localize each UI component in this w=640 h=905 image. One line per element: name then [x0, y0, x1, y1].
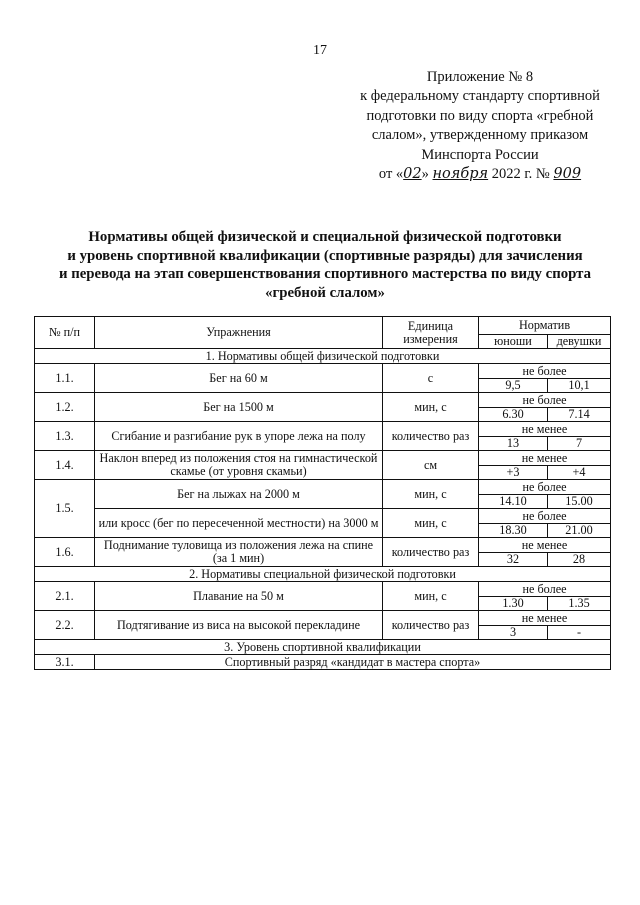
date-mid: » — [421, 166, 433, 183]
header-exercise: Упражнения — [95, 317, 383, 349]
table-row — [35, 538, 611, 553]
date-year: 2022 г. № — [488, 166, 554, 183]
appendix-line: слалом», утвержденному приказом — [371, 127, 589, 144]
table-row — [35, 582, 611, 597]
row-exercise: Бег на лыжах на 2000 м — [95, 480, 383, 509]
value-girls: 28 — [548, 553, 611, 567]
row-norm-level: не менее — [479, 611, 611, 626]
value-boys: 6.30 — [479, 408, 548, 422]
value-boys: 18.30 — [479, 524, 548, 538]
row-unit: количество раз — [383, 538, 479, 567]
row-exercise: Плавание на 50 м — [95, 582, 383, 611]
row-num: 1.4. — [35, 451, 95, 480]
row-unit: мин, с — [383, 509, 479, 538]
date-prefix: от « — [378, 166, 404, 183]
norms-table — [34, 316, 611, 670]
row-unit: мин, с — [383, 582, 479, 611]
section-title: 1. Нормативы общей физической подготовки — [35, 349, 611, 364]
row-norm-level: не менее — [479, 422, 611, 437]
row-num: 2.1. — [35, 582, 95, 611]
header-girls: девушки — [548, 335, 611, 349]
table-row — [35, 655, 611, 670]
appendix-line: к федеральному стандарту спортивной — [360, 88, 600, 105]
appendix-title: Приложение № 8 — [426, 69, 534, 85]
row-exercise: Поднимание туловища из положения лежа на спине (за 1 мин) — [95, 538, 383, 567]
row-norm-level: не менее — [479, 451, 611, 466]
row-unit: количество раз — [383, 611, 479, 640]
title-line: Нормативы общей физической и специальной физической подготовки — [88, 229, 562, 245]
order-month: ноября — [432, 166, 489, 183]
value-boys: +3 — [479, 466, 548, 480]
appendix-line: подготовки по виду спорта «гребной — [366, 107, 594, 124]
table-row — [35, 509, 611, 524]
value-girls: 1.35 — [548, 597, 611, 611]
row-norm-level: не менее — [479, 538, 611, 553]
row-unit: с — [383, 364, 479, 393]
value-girls: 10,1 — [548, 379, 611, 393]
value-girls: 7 — [548, 437, 611, 451]
row-norm-level: не более — [479, 582, 611, 597]
section-title: 2. Нормативы специальной физической подготовки — [35, 567, 611, 582]
row-exercise: Бег на 1500 м — [95, 393, 383, 422]
value-boys: 32 — [479, 553, 548, 567]
row-norm-level: не более — [479, 364, 611, 379]
row-unit: количество раз — [383, 422, 479, 451]
value-girls: 21.00 — [548, 524, 611, 538]
value-boys: 13 — [479, 437, 548, 451]
appendix-line: Минспорта России — [421, 146, 539, 163]
table-row — [35, 364, 611, 379]
header-unit-line2: измерения — [403, 331, 458, 346]
row-num: 1.1. — [35, 364, 95, 393]
title-line: и перевода на этап совершенствования спортивного мастерства по виду спорта — [58, 266, 592, 283]
row-num: 2.2. — [35, 611, 95, 640]
header-norm: Норматив — [479, 317, 611, 335]
title-line: и уровень спортивной квалификации (спортивные разряды) для зачисления — [67, 247, 583, 264]
row-exercise: Бег на 60 м — [95, 364, 383, 393]
row-num: 1.6. — [35, 538, 95, 567]
row-norm-level: не более — [479, 480, 611, 495]
row-norm-level: не более — [479, 509, 611, 524]
table-row — [35, 451, 611, 466]
row-norm-level: не более — [479, 393, 611, 408]
row-exercise: Подтягивание из виса на высокой перекладине — [95, 611, 383, 640]
table-header-row — [35, 317, 611, 335]
row-unit: мин, с — [383, 393, 479, 422]
header-boys: юноши — [479, 335, 548, 349]
table-row — [35, 480, 611, 495]
section-row — [35, 349, 611, 364]
title-line: «гребной слалом» — [265, 284, 385, 301]
value-girls: 15.00 — [548, 495, 611, 509]
appendix-date-line — [330, 165, 630, 184]
header-unit — [383, 317, 479, 349]
row-unit: мин, с — [383, 480, 479, 509]
header-unit-line1: Единица — [407, 318, 454, 333]
row-exercise: Наклон вперед из положения стоя на гимнастической скамье (от уровня скамьи) — [95, 451, 383, 480]
value-boys: 9,5 — [479, 379, 548, 393]
row-num: 3.1. — [35, 655, 95, 670]
table-row — [35, 422, 611, 437]
appendix-block — [330, 68, 630, 184]
table-row — [35, 393, 611, 408]
value-girls: - — [548, 626, 611, 640]
value-boys: 3 — [479, 626, 548, 640]
page-number: 17 — [313, 43, 327, 58]
row-qualification: Спортивный разряд «кандидат в мастера спорта» — [95, 655, 611, 670]
value-girls: 7.14 — [548, 408, 611, 422]
table-row — [35, 611, 611, 626]
section-row — [35, 567, 611, 582]
row-unit: см — [383, 451, 479, 480]
value-boys: 1.30 — [479, 597, 548, 611]
header-num: № п/п — [35, 317, 95, 349]
order-day: 02 — [403, 166, 422, 183]
row-num: 1.3. — [35, 422, 95, 451]
section-title: 3. Уровень спортивной квалификации — [35, 640, 611, 655]
value-boys: 14.10 — [479, 495, 548, 509]
row-exercise: Сгибание и разгибание рук в упоре лежа на полу — [95, 422, 383, 451]
row-exercise: или кросс (бег по пересеченной местности) на 3000 м — [95, 509, 383, 538]
row-num: 1.5. — [35, 480, 95, 538]
value-girls: +4 — [548, 466, 611, 480]
row-num: 1.2. — [35, 393, 95, 422]
order-number: 909 — [553, 166, 582, 183]
document-title — [40, 228, 610, 302]
section-row — [35, 640, 611, 655]
